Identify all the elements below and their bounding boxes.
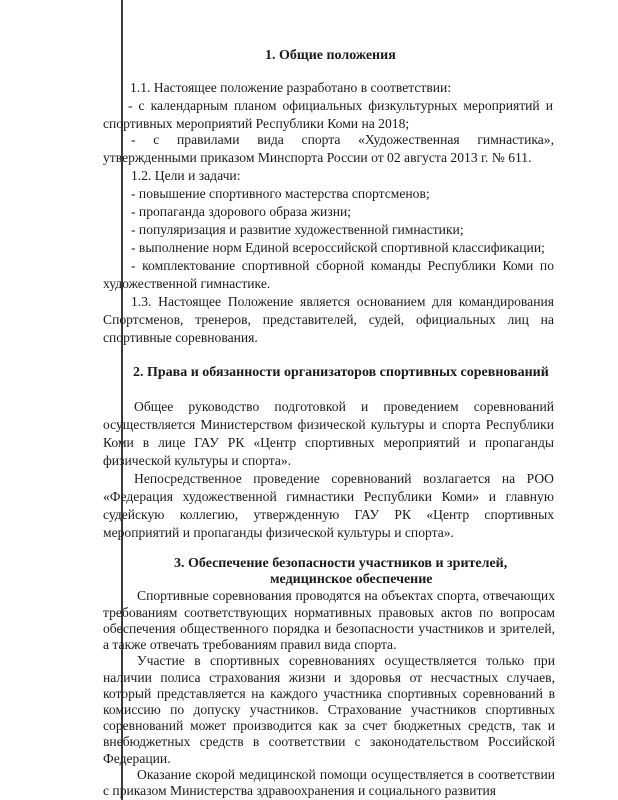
paragraph-line: спортивные соревнования. [103,330,258,345]
paragraph-line: мероприятий и пропаганды физической культуры и спорта». [103,525,454,540]
paragraph-line: комиссию по допуску участников. Страхование участников спортивных [103,701,555,717]
paragraph-line: утвержденными приказом Минспорта России от 02 августа 2013 г. № 611. [103,150,532,165]
paragraph-line: осуществляется Министерством физической культуры и спорта Республики [103,417,554,432]
paragraph-line: Федерации. [103,750,171,766]
paragraph-line: - популяризация и развитие художественной гимнастики; [131,222,464,237]
paragraph-line: физической культуры и спорта». [103,453,292,468]
paragraph-line: Участие в спортивных соревнованиях осуществляется только при [137,653,555,669]
paragraph-line: - выполнение норм Единой всероссийской спортивной классификации; [131,240,545,255]
paragraph-line: - повышение спортивного мастерства спортсменов; [131,186,430,201]
section-2-heading: 2. Права и обязанности организаторов спортивных соревнований [133,365,549,380]
paragraph-line: Спортсменов, тренеров, представителей, судей, официальных лиц на [103,312,554,327]
paragraph-line: Коми в лице ГАУ РК «Центр спортивных мероприятий и пропаганды [103,435,554,450]
section-1-heading: 1. Общие положения [265,48,396,63]
paragraph-line: наличии полиса страхования жизни и здоровья от несчастных случаев, [103,669,555,685]
paragraph-line: требованиям соответствующих нормативных правовых актов по вопросам [103,604,555,620]
paragraph-line: Общее руководство подготовкой и проведением соревнований [134,399,554,414]
paragraph-line: Оказание скорой медицинской помощи осуществляется в соответствии [137,766,555,782]
paragraph-line: - комплектование спортивной сборной команды Республики Коми по [131,258,554,273]
paragraph-line: 1.1. Настоящее положение разработано в соответствии: [130,80,452,95]
paragraph-line: а также отвечать требованиям правил вида спорта. [103,637,397,653]
paragraph-line: 1.3. Настоящее Положение является основанием для командирования [131,294,554,309]
paragraph-line: обеспечения общественного порядка и безопасности участников и зрителей, [103,620,555,636]
paragraph-line: Спортивные соревнования проводятся на объектах спорта, отвечающих [137,588,555,604]
paragraph-line: с приказом Министерства здравоохранения и социального развития [103,783,497,798]
paragraph-line: - пропаганда здорового образа жизни; [131,204,352,219]
paragraph-line: спортивных мероприятий Республики Коми на 2018; [103,116,410,131]
section-3-heading-line-2: медицинское обеспечение [270,572,433,588]
paragraph-line: - с календарным планом официальных физкультурных мероприятий и [128,98,553,113]
paragraph-line: который представляется на каждого участника спортивных соревнований в [103,685,555,701]
paragraph-line: «Федерация художественной гимнастики Республики Коми» и главную [103,489,554,504]
section-3-heading: 3. Обеспечение безопасности участников и зрителей, [174,556,508,571]
paragraph-line: - с правилами вида спорта «Художественная гимнастика», [131,132,554,147]
paragraph-line: судейскую коллегию, утвержденную ГАУ РК «Центр спортивных [103,507,554,522]
paragraph-line: внебюджетных средств в соответствии с законодательством Российской [103,734,555,750]
paragraph-line: 1.2. Цели и задачи: [131,168,241,183]
paragraph-line: художественной гимнастике. [103,276,271,291]
paragraph-line: Непосредственное проведение соревнований возлагается на РОО [134,471,554,486]
paragraph-line: соревнований может производится как за счет бюджетных средств, так и [103,718,555,734]
